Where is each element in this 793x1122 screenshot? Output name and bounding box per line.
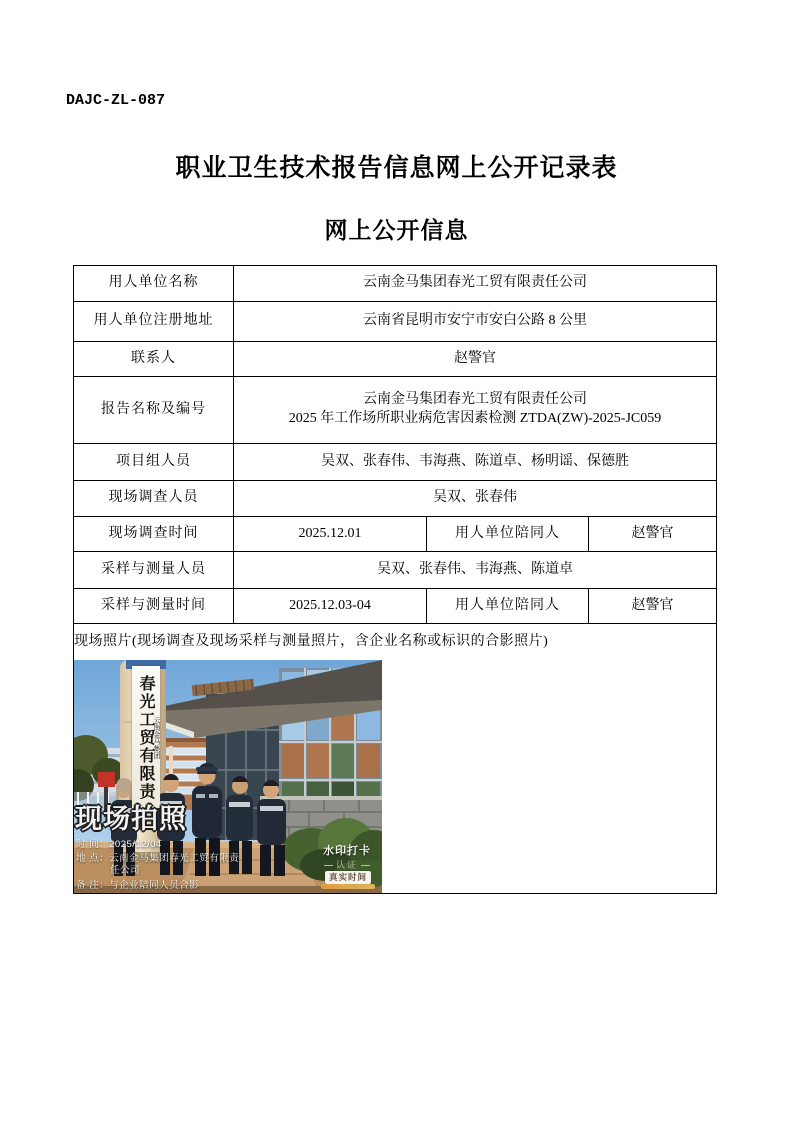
red-box	[98, 772, 115, 787]
field-contact-value: 赵警官	[234, 342, 717, 377]
table-row	[74, 517, 717, 552]
field-contact-label: 联系人	[74, 342, 234, 377]
watermark-app-name: 水印打卡	[323, 845, 371, 857]
field-sampling-date-value: 2025.12.03-04	[234, 589, 427, 624]
watermark-verify-label: 认证	[317, 859, 377, 871]
site-photo	[74, 660, 382, 893]
field-project-team-label: 项目组人员	[74, 444, 234, 481]
field-sampling-escort-value: 赵警官	[589, 589, 717, 624]
field-survey-date-value: 2025.12.01	[234, 517, 427, 552]
table-row	[74, 481, 717, 517]
field-report-value	[234, 377, 717, 444]
real-time-badge: 真实时间	[325, 871, 371, 884]
public-info-table	[73, 265, 717, 894]
field-company-name-label: 用人单位名称	[74, 266, 234, 302]
page-subtitle: 网上公开信息	[324, 217, 469, 243]
watermark-location-line1: 地 点：云南金马集团春光工贸有限责	[76, 853, 240, 864]
table-row	[74, 266, 717, 302]
report-number-line: 2025 年工作场所职业病危害因素检测 ZTDA(ZW)-2025-JC059	[288, 411, 662, 426]
page-title: 职业卫生技术报告信息网上公开记录表	[175, 154, 618, 182]
table-row	[74, 589, 717, 624]
field-survey-escort-label: 用人单位陪同人	[427, 517, 589, 552]
field-company-name-value: 云南金马集团春光工贸有限责任公司	[234, 266, 717, 302]
photo-row-cell	[74, 624, 717, 894]
pillar-company-sign	[132, 666, 160, 808]
field-sampling-escort-label: 用人单位陪同人	[427, 589, 589, 624]
field-sampling-staff-value: 吴双、张春伟、韦海燕、陈道卓	[234, 552, 717, 589]
watermark-remark: 备 注：与企业陪同人员合影	[76, 880, 200, 891]
table-row	[74, 624, 717, 894]
table-row	[74, 377, 717, 444]
field-sampling-date-label: 采样与测量时间	[74, 589, 234, 624]
watermark-brand-bar	[321, 884, 375, 889]
table-row	[74, 342, 717, 377]
field-company-address-value: 云南省昆明市安宁市安白公路 8 公里	[234, 302, 717, 342]
field-project-team-value: 吴双、张春伟、韦海燕、陈道卓、杨明谣、保德胜	[234, 444, 717, 481]
photo-stamp-watermark: 现场拍照	[75, 804, 187, 834]
field-sampling-staff-label: 采样与测量人员	[74, 552, 234, 589]
field-survey-staff-label: 现场调查人员	[74, 481, 234, 517]
table-row	[74, 302, 717, 342]
photo-note-label: 现场照片(现场调查及现场采样与测量照片，含企业名称或标识的合影照片)	[74, 633, 549, 649]
table-row	[74, 444, 717, 481]
field-company-address-label: 用人单位注册地址	[74, 302, 234, 342]
field-report-label: 报告名称及编号	[74, 377, 234, 444]
table-row	[74, 552, 717, 589]
watermark-time: 时 间：2025/12/04	[76, 839, 162, 850]
field-survey-escort-value: 赵警官	[589, 517, 717, 552]
report-name-line: 云南金马集团春光工贸有限责任公司	[363, 392, 587, 408]
watermark-location-line2: 任公司	[110, 865, 141, 876]
pillar-sign-text: 春光工贸有限责	[137, 674, 154, 801]
field-survey-staff-value: 吴双、张春伟	[234, 481, 717, 517]
pillar-sign-header: 云南金马集团	[153, 717, 161, 759]
field-survey-date-label: 现场调查时间	[74, 517, 234, 552]
doc-code: DAJC-ZL-087	[66, 92, 166, 109]
